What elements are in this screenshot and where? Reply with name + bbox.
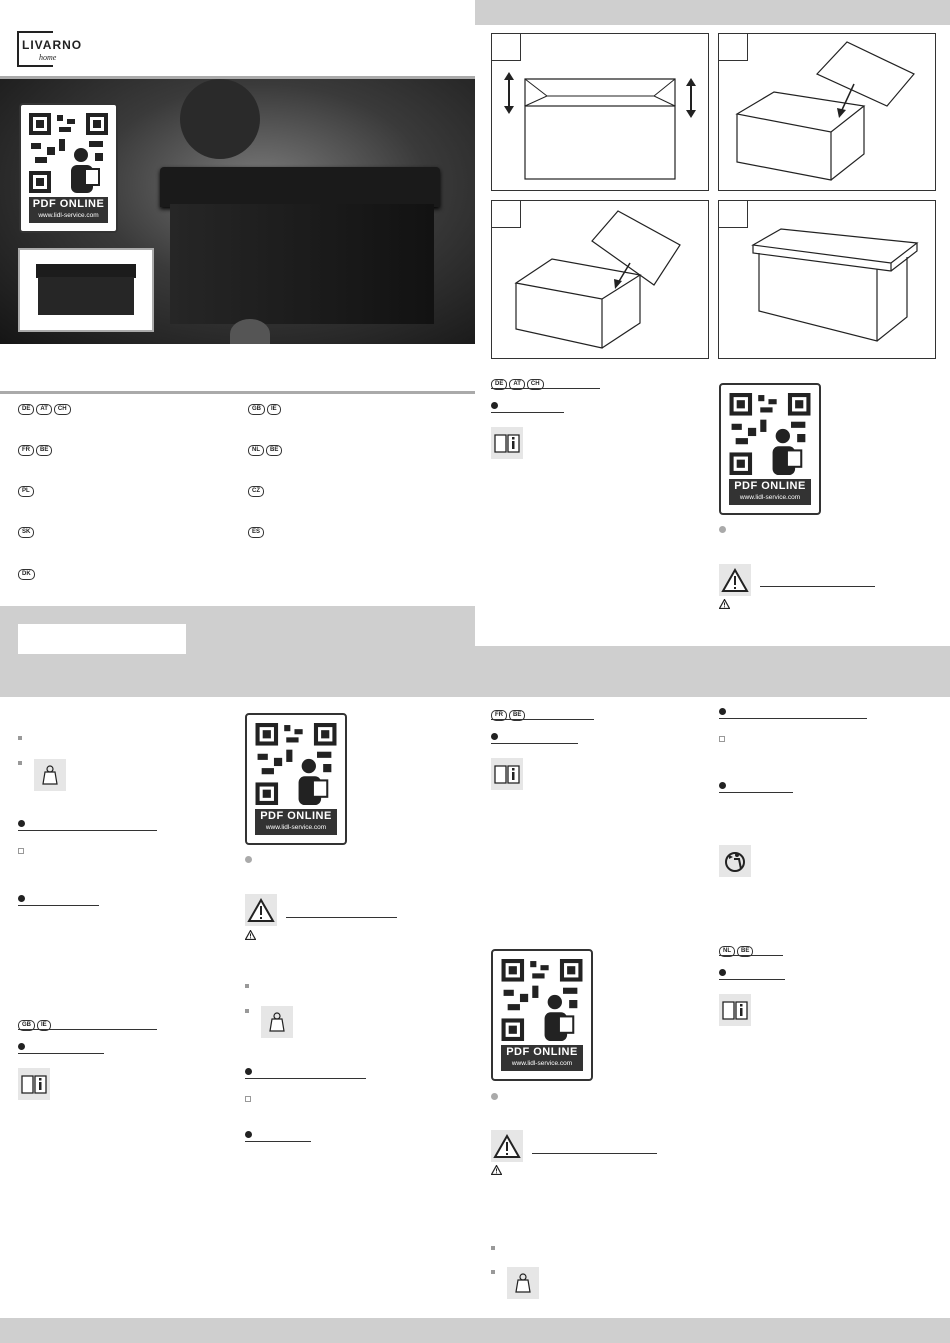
warning-underline [286, 917, 397, 918]
lang-pl: PL [18, 483, 36, 501]
cover-qr-card: PDF ONLINE www.lidl-service.com [19, 103, 118, 233]
gray-bullet [719, 526, 726, 533]
section-gb-underline [18, 1029, 157, 1030]
manual-info-icon [18, 1068, 50, 1100]
warning-icon [719, 564, 751, 596]
assembly-step-2 [718, 33, 936, 191]
product-thumbnail [18, 248, 154, 332]
heading-underline [245, 1141, 311, 1142]
brand-logo [17, 31, 87, 67]
lang-sk: SK [18, 524, 36, 542]
checkbox-bullet [719, 736, 725, 742]
assembly-step-4 [718, 200, 936, 359]
checkbox-bullet [18, 848, 24, 854]
recycle-icon [719, 845, 751, 877]
bullet [719, 708, 726, 715]
qr-code-icon [29, 113, 108, 193]
section-nl-flags: NL BE [719, 943, 755, 961]
heading-underline [719, 979, 785, 980]
bullet-square [245, 1009, 249, 1013]
assembly-step-1 [491, 33, 709, 191]
languages-rule [0, 391, 475, 394]
bullet-square [491, 1246, 495, 1250]
de-qr-card: PDF ONLINE www.lidl-service.com [719, 383, 821, 515]
lang-de-at-ch: DE AT CH [18, 401, 73, 419]
brand-sub: home [39, 53, 57, 62]
heading-underline [18, 1053, 104, 1054]
bullet [245, 1131, 252, 1138]
heading-underline [491, 412, 564, 413]
right-top-band [475, 0, 950, 25]
bullet-square [491, 1270, 495, 1274]
section-fr-underline [491, 719, 594, 720]
fr-qr-card: PDF ONLINE www.lidl-service.com [491, 949, 593, 1081]
right-middle-band [475, 646, 950, 697]
gray-bullet [491, 1093, 498, 1100]
warning-underline [532, 1153, 657, 1154]
warning-underline [760, 586, 875, 587]
qr-code-icon [501, 959, 583, 1041]
bullet-square [245, 984, 249, 988]
bullet-square [18, 736, 22, 740]
warning-small-icon [491, 1165, 502, 1175]
lang-nl-be: NL BE [248, 442, 284, 460]
bullet [719, 782, 726, 789]
lid-place-illustration [719, 34, 935, 190]
lang-dk: DK [18, 566, 37, 584]
warning-icon [491, 1130, 523, 1162]
manual-info-icon [719, 994, 751, 1026]
bottom-band [0, 1318, 950, 1343]
section-nl-underline [719, 955, 783, 956]
gray-bullet [245, 856, 252, 863]
bullet-square [18, 761, 22, 765]
heading-underline [18, 905, 99, 906]
heading-underline [245, 1078, 366, 1079]
brand-name: LIVARNO [22, 38, 83, 52]
warning-small-icon [719, 599, 730, 609]
bullet [491, 402, 498, 409]
bullet [18, 895, 25, 902]
heading-underline [18, 830, 157, 831]
box-unfold-illustration [492, 34, 708, 190]
bullet [18, 1043, 25, 1050]
lid-insert-illustration [492, 201, 708, 358]
bullet [18, 820, 25, 827]
gb-qr-card: PDF ONLINE www.lidl-service.com [245, 713, 347, 845]
lang-es: ES [248, 524, 266, 542]
cover-footer-band [0, 606, 475, 670]
warning-icon [245, 894, 277, 926]
heading-underline [719, 792, 793, 793]
heading-underline [491, 743, 578, 744]
weight-icon [261, 1006, 293, 1038]
bullet [245, 1068, 252, 1075]
assembly-step-3 [491, 200, 709, 359]
section-de-underline [491, 388, 600, 389]
section-de-flags: DE AT CH [491, 376, 546, 394]
manual-info-icon [491, 427, 523, 459]
qr-code-icon [255, 723, 337, 805]
manual-info-icon [491, 758, 523, 790]
heading-underline [719, 718, 867, 719]
warning-small-icon [245, 930, 256, 940]
lang-cz: CZ [248, 483, 266, 501]
section-fr-flags: FR BE [491, 707, 527, 725]
qr-code-icon [729, 393, 811, 475]
lang-fr-be: FR BE [18, 442, 54, 460]
assembled-box-illustration [719, 201, 935, 358]
article-number-box [18, 624, 186, 654]
bullet [491, 733, 498, 740]
weight-icon [507, 1267, 539, 1299]
left-bottom-band [0, 670, 475, 697]
weight-icon [34, 759, 66, 791]
lang-gb-ie: GB IE [248, 401, 283, 419]
bullet [719, 969, 726, 976]
checkbox-bullet [245, 1096, 251, 1102]
section-gb-flags: GB IE [18, 1017, 53, 1035]
